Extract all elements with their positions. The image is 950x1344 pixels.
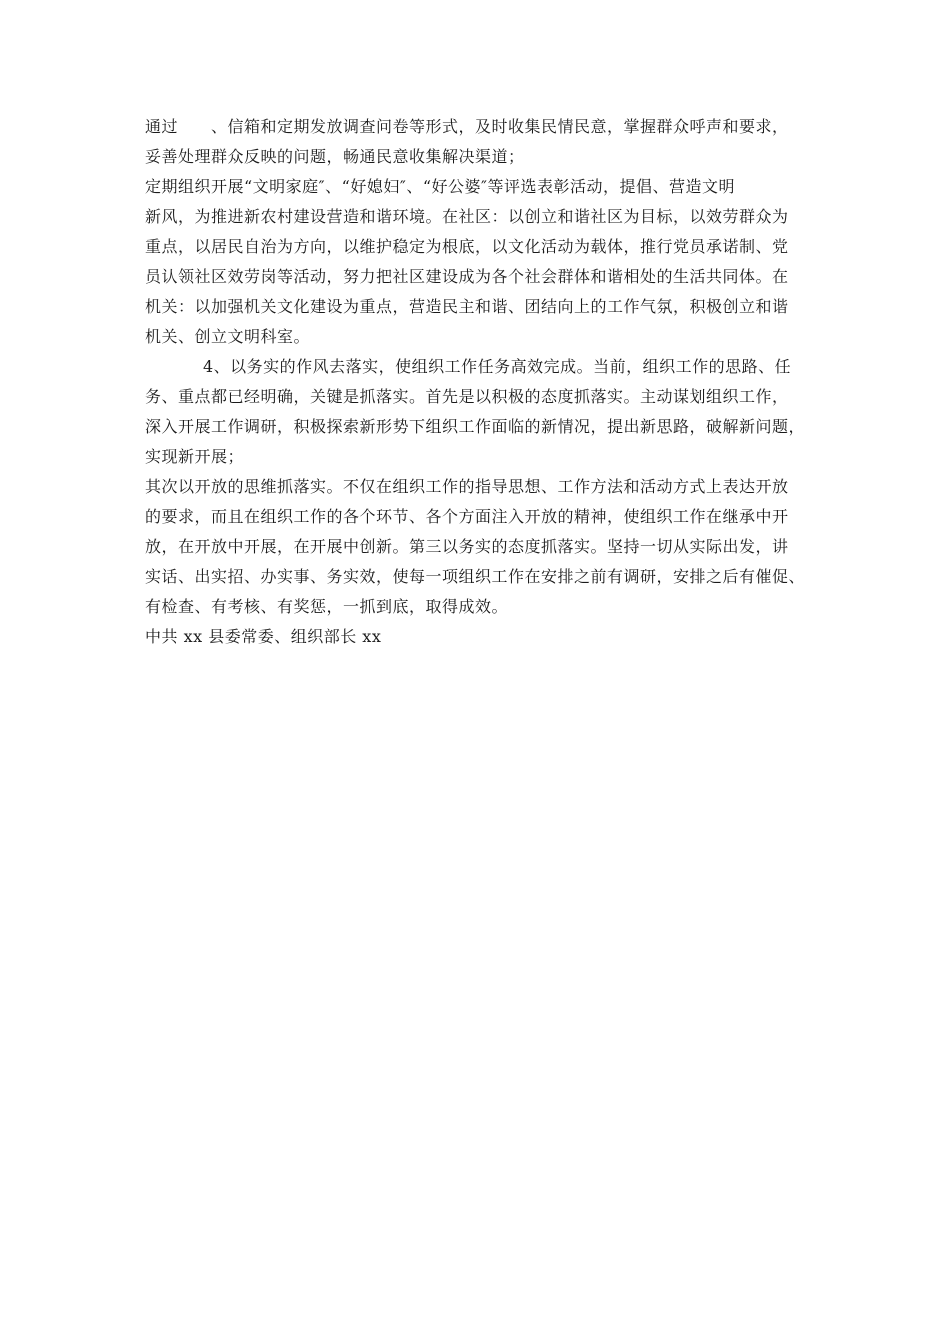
text-line: 务、重点都已经明确，关键是抓落实。首先是以积极的态度抓落实。主动谋划组织工作，	[145, 387, 789, 406]
paragraph-open-thinking	[145, 472, 815, 622]
text-line: 妥善处理群众反映的问题，畅通民意收集解决渠道；	[145, 147, 525, 166]
text-line: 有检查、有考核、有奖惩，一抓到底，取得成效。	[145, 597, 509, 616]
signature-line	[145, 622, 815, 652]
text-line: 员认领社区效劳岗等活动，努力把社区建设成为各个社会群体和谐相处的生活共同体。在	[145, 267, 789, 286]
text-line: 机关：以加强机关文化建设为重点，营造民主和谐、团结向上的工作气氛，积极创立和谐	[145, 297, 789, 316]
text-line: 机关、创立文明科室。	[145, 327, 311, 346]
text-line: 放，在开放中开展，在开展中创新。第三以务实的态度抓落实。坚持一切从实际出发，讲	[145, 537, 789, 556]
text-line: 实话、出实招、办实事、务实效，使每一项组织工作在安排之前有调研，安排之后有催促、	[145, 567, 806, 586]
paragraph-civilization-activities	[145, 172, 815, 352]
document-body	[145, 112, 815, 652]
text-line: 实现新开展；	[145, 447, 245, 466]
text-line: 重点，以居民自治为方向，以维护稳定为根底，以文化活动为载体，推行党员承诺制、党	[145, 237, 789, 256]
text-line: 的要求，而且在组织工作的各个环节、各个方面注入开放的精神，使组织工作在继承中开	[145, 507, 789, 526]
paragraph-feedback-channels	[145, 112, 815, 172]
text-line: 4、以务实的作风去落实，使组织工作任务高效完成。当前，组织工作的思路、任	[203, 357, 792, 376]
text-line: 深入开展工作调研，积极探索新形势下组织工作面临的新情况，提出新思路，破解新问题，	[145, 417, 806, 436]
text-line: 通过 、信箱和定期发放调查问卷等形式，及时收集民情民意，掌握群众呼声和要求，	[145, 117, 789, 136]
paragraph-item-4	[145, 352, 815, 472]
text-line: 其次以开放的思维抓落实。不仅在组织工作的指导思想、工作方法和活动方式上表达开放	[145, 477, 789, 496]
text-line: 定期组织开展“文明家庭″、“好媳妇″、“好公婆″等评选表彰活动，提倡、营造文明	[145, 177, 735, 196]
author-signature: 中共 xx 县委常委、组织部长 xx	[145, 627, 382, 646]
text-line: 新风，为推进新农村建设营造和谐环境。在社区：以创立和谐社区为目标，以效劳群众为	[145, 207, 789, 226]
